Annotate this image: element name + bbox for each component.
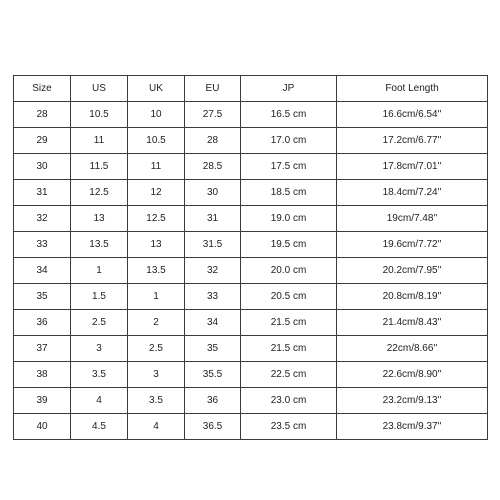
- cell-jp: 21.5 cm: [241, 310, 337, 336]
- cell-uk: 3.5: [128, 388, 185, 414]
- cell-eu: 35.5: [185, 362, 241, 388]
- table-row: [14, 388, 488, 414]
- cell-jp: 16.5 cm: [241, 102, 337, 128]
- cell-foot-length: 22cm/8.66'': [337, 336, 488, 362]
- cell-eu: 32: [185, 258, 241, 284]
- cell-jp: 20.5 cm: [241, 284, 337, 310]
- cell-uk: 12.5: [128, 206, 185, 232]
- cell-jp: 20.0 cm: [241, 258, 337, 284]
- table-header-row: [14, 76, 488, 102]
- cell-uk: 3: [128, 362, 185, 388]
- cell-size: 37: [14, 336, 71, 362]
- table-row: [14, 284, 488, 310]
- cell-eu: 27.5: [185, 102, 241, 128]
- table-row: [14, 414, 488, 440]
- cell-uk: 4: [128, 414, 185, 440]
- size-chart-table: [13, 75, 488, 440]
- cell-eu: 28.5: [185, 154, 241, 180]
- cell-foot-length: 22.6cm/8.90'': [337, 362, 488, 388]
- cell-eu: 34: [185, 310, 241, 336]
- cell-size: 31: [14, 180, 71, 206]
- cell-us: 3.5: [71, 362, 128, 388]
- cell-eu: 33: [185, 284, 241, 310]
- cell-eu: 30: [185, 180, 241, 206]
- cell-jp: 23.0 cm: [241, 388, 337, 414]
- cell-size: 40: [14, 414, 71, 440]
- header-size: Size: [14, 76, 71, 102]
- cell-eu: 31: [185, 206, 241, 232]
- cell-us: 1.5: [71, 284, 128, 310]
- cell-foot-length: 21.4cm/8.43'': [337, 310, 488, 336]
- cell-size: 35: [14, 284, 71, 310]
- cell-uk: 12: [128, 180, 185, 206]
- cell-eu: 35: [185, 336, 241, 362]
- header-us: US: [71, 76, 128, 102]
- table-row: [14, 154, 488, 180]
- cell-uk: 13.5: [128, 258, 185, 284]
- header-uk: UK: [128, 76, 185, 102]
- cell-eu: 31.5: [185, 232, 241, 258]
- cell-jp: 21.5 cm: [241, 336, 337, 362]
- table-row: [14, 102, 488, 128]
- table-row: [14, 206, 488, 232]
- cell-eu: 36.5: [185, 414, 241, 440]
- table-row: [14, 258, 488, 284]
- header-foot-length: Foot Length: [337, 76, 488, 102]
- cell-size: 29: [14, 128, 71, 154]
- cell-us: 4: [71, 388, 128, 414]
- header-eu: EU: [185, 76, 241, 102]
- table-row: [14, 232, 488, 258]
- cell-us: 3: [71, 336, 128, 362]
- cell-us: 2.5: [71, 310, 128, 336]
- cell-us: 10.5: [71, 102, 128, 128]
- cell-uk: 11: [128, 154, 185, 180]
- table-row: [14, 128, 488, 154]
- cell-us: 13.5: [71, 232, 128, 258]
- cell-jp: 22.5 cm: [241, 362, 337, 388]
- cell-foot-length: 23.8cm/9.37'': [337, 414, 488, 440]
- table-row: [14, 362, 488, 388]
- cell-us: 13: [71, 206, 128, 232]
- cell-uk: 13: [128, 232, 185, 258]
- cell-jp: 17.0 cm: [241, 128, 337, 154]
- cell-jp: 19.0 cm: [241, 206, 337, 232]
- cell-uk: 2: [128, 310, 185, 336]
- cell-size: 30: [14, 154, 71, 180]
- cell-foot-length: 19.6cm/7.72'': [337, 232, 488, 258]
- cell-size: 32: [14, 206, 71, 232]
- cell-uk: 10: [128, 102, 185, 128]
- cell-us: 4.5: [71, 414, 128, 440]
- cell-size: 36: [14, 310, 71, 336]
- cell-eu: 36: [185, 388, 241, 414]
- cell-uk: 1: [128, 284, 185, 310]
- cell-jp: 23.5 cm: [241, 414, 337, 440]
- cell-jp: 19.5 cm: [241, 232, 337, 258]
- table-row: [14, 310, 488, 336]
- cell-foot-length: 20.8cm/8.19'': [337, 284, 488, 310]
- cell-foot-length: 17.8cm/7.01'': [337, 154, 488, 180]
- cell-us: 11.5: [71, 154, 128, 180]
- cell-foot-length: 20.2cm/7.95'': [337, 258, 488, 284]
- cell-uk: 10.5: [128, 128, 185, 154]
- cell-size: 33: [14, 232, 71, 258]
- cell-us: 1: [71, 258, 128, 284]
- cell-size: 39: [14, 388, 71, 414]
- header-jp: JP: [241, 76, 337, 102]
- table-row: [14, 180, 488, 206]
- cell-jp: 17.5 cm: [241, 154, 337, 180]
- cell-size: 28: [14, 102, 71, 128]
- cell-foot-length: 18.4cm/7.24'': [337, 180, 488, 206]
- cell-jp: 18.5 cm: [241, 180, 337, 206]
- cell-us: 12.5: [71, 180, 128, 206]
- cell-foot-length: 23.2cm/9.13'': [337, 388, 488, 414]
- cell-uk: 2.5: [128, 336, 185, 362]
- cell-size: 34: [14, 258, 71, 284]
- cell-foot-length: 17.2cm/6.77'': [337, 128, 488, 154]
- cell-foot-length: 16.6cm/6.54'': [337, 102, 488, 128]
- cell-size: 38: [14, 362, 71, 388]
- table-row: [14, 336, 488, 362]
- cell-foot-length: 19cm/7.48'': [337, 206, 488, 232]
- cell-us: 11: [71, 128, 128, 154]
- cell-eu: 28: [185, 128, 241, 154]
